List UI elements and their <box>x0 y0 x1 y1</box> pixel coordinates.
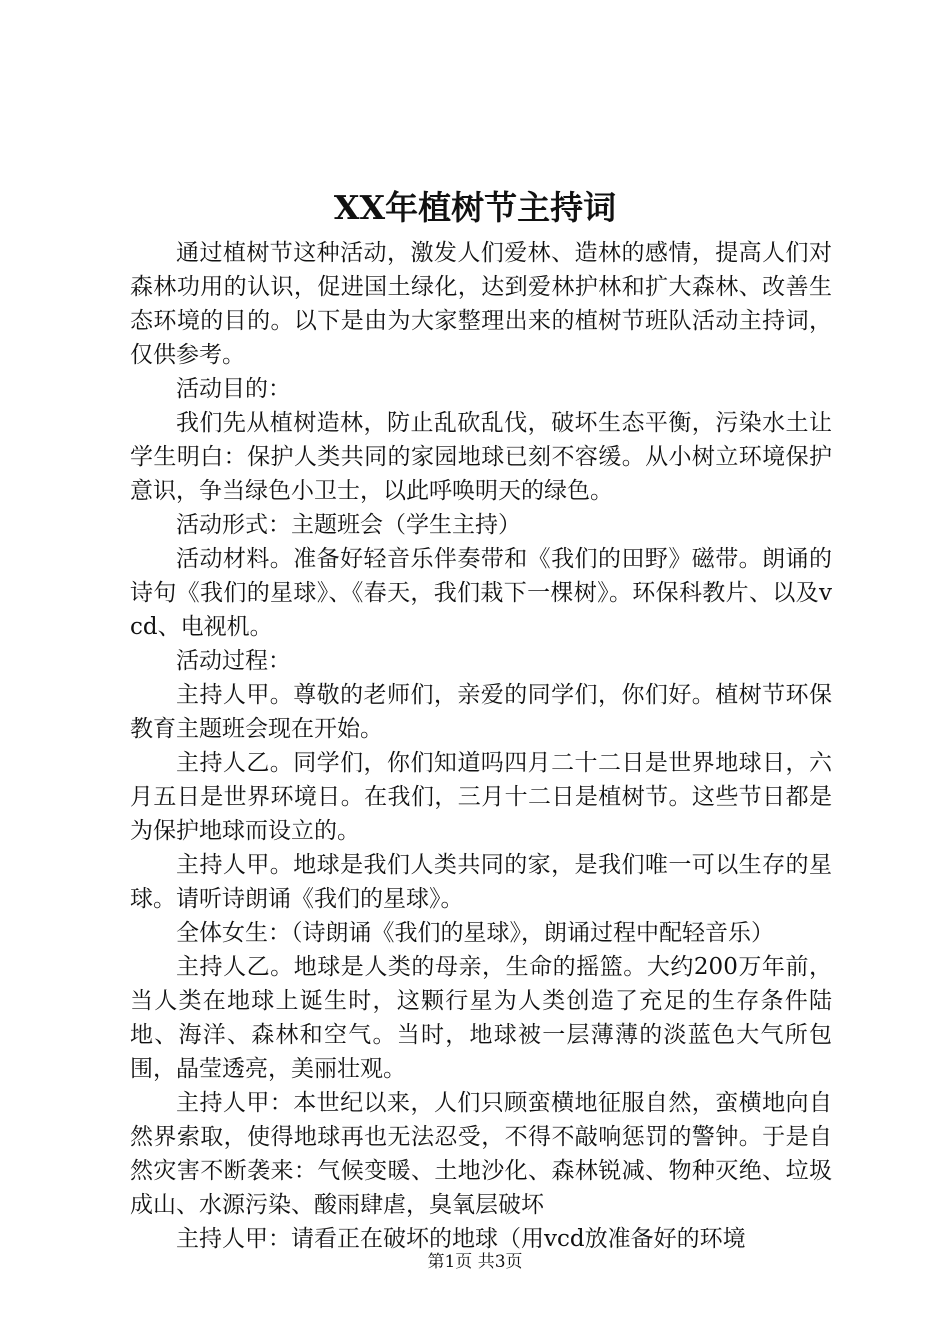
paragraph-materials: 活动材料。准备好轻音乐伴奏带和《我们的田野》磁带。朗诵的诗句《我们的星球》、《春天，我们栽下一棵树》。环保科教片、以及vcd、电视机。 <box>130 546 832 640</box>
paragraph-intro: 通过植树节这种活动，激发人们爱林、造林的感情，提高人们对森林功用的认识，促进国土绿化，达到爱林护林和扩大森林、改善生态环境的目的。以下是由为大家整理出来的植树节班队活动主持词，仅供参考。 <box>130 240 832 368</box>
paragraph-host-a-4: 主持人甲：请看正在破坏的地球（用vcd放准备好的环境 <box>176 1226 746 1252</box>
paragraph-purpose: 我们先从植树造林，防止乱砍乱伐，破坏生态平衡，污染水土让学生明白：保护人类共同的家园地球已刻不容缓。从小树立环境保护意识，争当绿色小卫士，以此呼唤明天的绿色。 <box>130 410 832 504</box>
page-title: XX年植树节主持词 <box>333 188 617 227</box>
page-footer: 第1页 共3页 <box>427 1252 523 1272</box>
paragraph-host-a-1: 主持人甲。尊敬的老师们，亲爱的同学们，你们好。植树节环保教育主题班会现在开始。 <box>130 682 832 742</box>
paragraph-host-b-1: 主持人乙。同学们，你们知道吗四月二十二日是世界地球日，六月五日是世界环境日。在我们，三月十二日是植树节。这些节日都是为保护地球而设立的。 <box>130 750 832 844</box>
paragraph-all-girls: 全体女生：（诗朗诵《我们的星球》，朗诵过程中配轻音乐） <box>176 920 774 946</box>
paragraph-host-a-3: 主持人甲：本世纪以来，人们只顾蛮横地征服自然，蛮横地向自然界索取，使得地球再也无法忍受，不得不敲响惩罚的警钟。于是自然灾害不断袭来：气候变暖、土地沙化、森林锐减、物种灭绝、垃圾成山、水源污染、酸雨肆虐，臭氧层破坏 <box>130 1090 832 1218</box>
paragraph-purpose-heading: 活动目的： <box>176 376 291 402</box>
paragraph-format: 活动形式：主题班会（学生主持） <box>176 512 521 538</box>
document-body <box>130 236 832 1256</box>
paragraph-host-b-2: 主持人乙。地球是人类的母亲，生命的摇篮。大约200万年前，当人类在地球上诞生时，这颗行星为人类创造了充足的生存条件陆地、海洋、森林和空气。当时，地球被一层薄薄的淡蓝色大气所包围，晶莹透亮，美丽壮观。 <box>130 954 832 1082</box>
paragraph-process-heading: 活动过程： <box>176 648 291 674</box>
paragraph-host-a-2: 主持人甲。地球是我们人类共同的家，是我们唯一可以生存的星球。请听诗朗诵《我们的星球》。 <box>130 852 832 912</box>
